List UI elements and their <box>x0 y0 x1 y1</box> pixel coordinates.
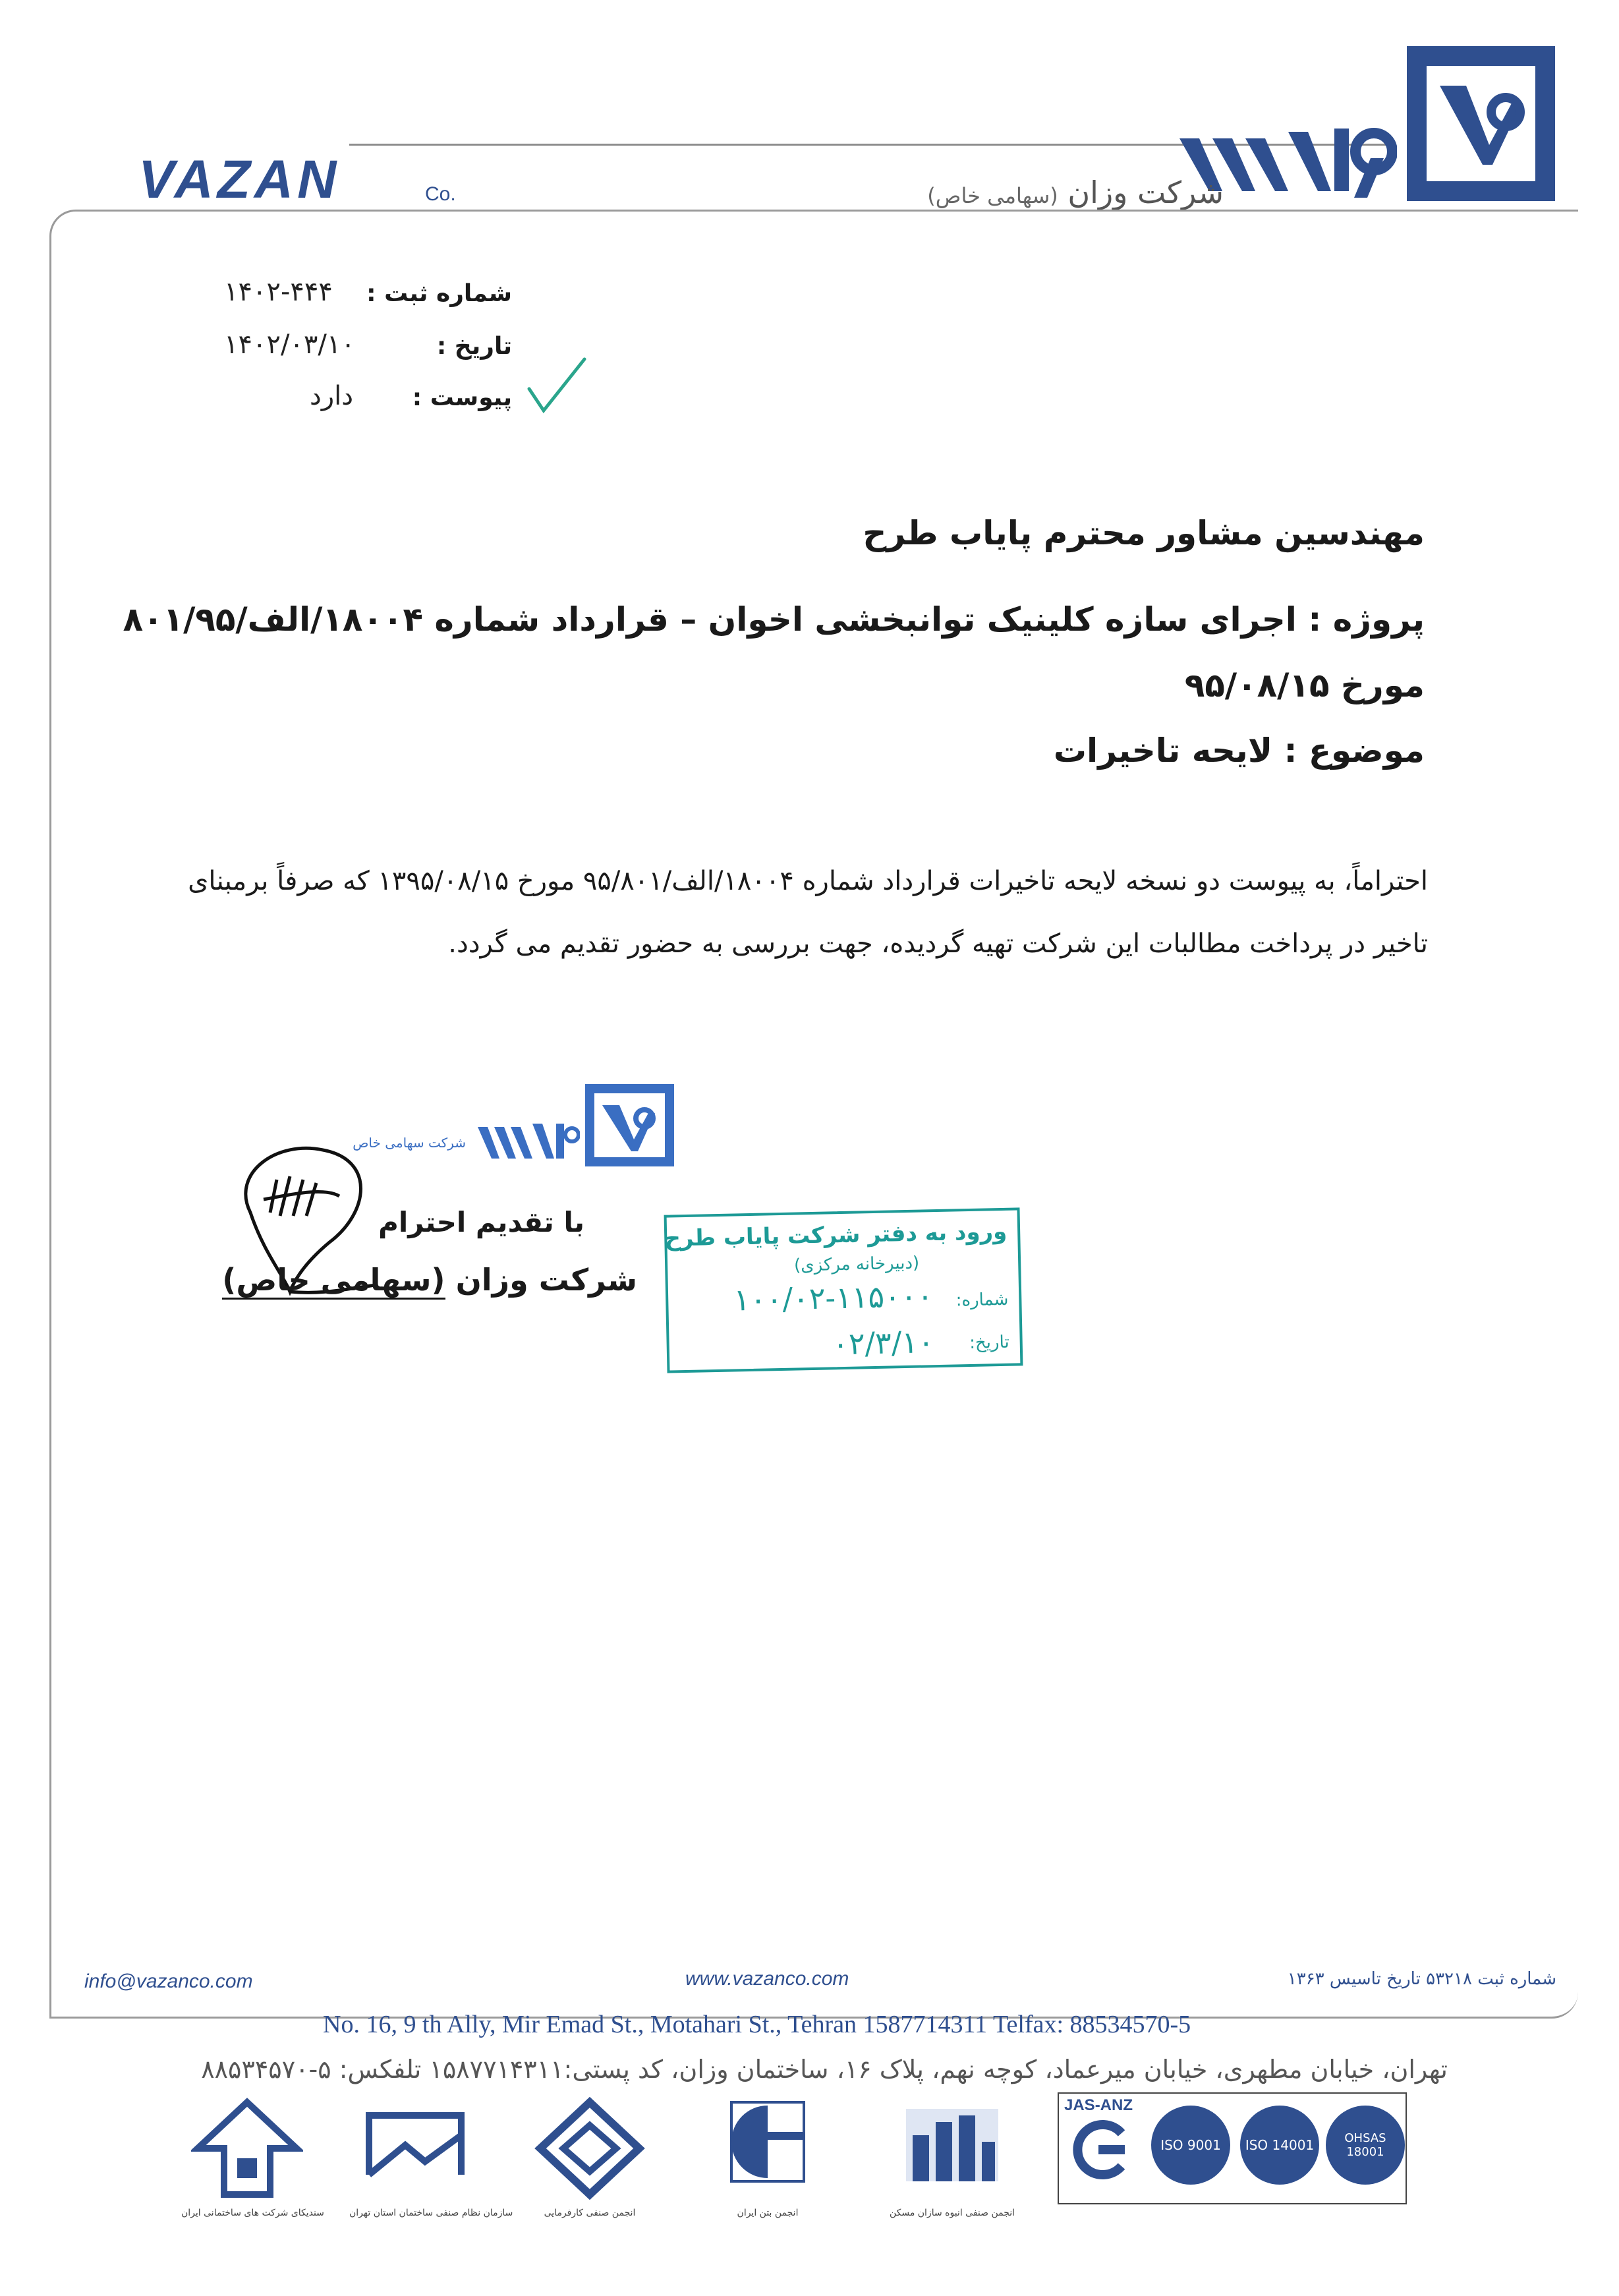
stamp-subtitle: (دبیرخانه مرکزی) <box>793 1253 920 1276</box>
footer-address-fa: تهران، خیابان مطهری، خیابان میرعماد، کوچه نهم، پلاک ۱۶، ساختمان وزان، کد پستی:۱۵۸۷۷۱۴۳۱۱ تلفکس: ۵-۸۸۵۳۴۵۷۰ <box>201 2055 1448 2084</box>
iso-9001-badge: ISO 9001 <box>1151 2106 1230 2185</box>
addressee: مهندسین مشاور محترم پایاب طرح <box>863 514 1425 552</box>
checkmark-icon <box>524 353 590 418</box>
stamp-date-value: ۰۲/۳/۱۰ <box>832 1324 935 1362</box>
assoc-caption-3: انجمن صنفی کارفرمایی <box>544 2208 636 2218</box>
footer-address-en: No. 16, 9 th Ally, Mir Emad St., Motahari St., Tehran 1587714311 Telfax: 88534570-5 <box>323 2011 1191 2038</box>
footer-email[interactable]: info@vazanco.com <box>84 1970 253 1992</box>
seal-logo-icon <box>585 1084 674 1166</box>
attachment-label: پیوست : <box>412 384 512 411</box>
company-name-fa <box>927 175 1224 210</box>
jas-anz-label: JAS-ANZ <box>1064 2096 1133 2114</box>
assoc-caption-4: انجمن بتن ایران <box>737 2208 799 2218</box>
date-label: تاریخ : <box>436 333 512 360</box>
signer-block <box>222 1262 637 1298</box>
assoc-caption-1: سندیکای شرکت های ساختمانی ایران <box>181 2208 324 2218</box>
subject-line: موضوع : لایحه تاخیرات <box>1053 732 1425 770</box>
vazan-logo-inner <box>1427 66 1535 181</box>
certification-strip <box>1058 2092 1407 2204</box>
housing-builders-logo-icon <box>896 2096 1008 2201</box>
construction-syndicate-logo-icon <box>191 2096 303 2201</box>
vazan-mark-icon <box>1427 66 1535 181</box>
ohsas-18001-badge: OHSAS 18001 <box>1326 2106 1405 2185</box>
reg-number-label: شماره ثبت : <box>366 280 512 307</box>
letter-body: احتراماً، به پیوست دو نسخه لایحه تاخیرات قرارداد شماره ۱۸۰۰۴/الف/۹۵/۸۰۱ مورخ ۱۳۹۵/۰۸/۱۵ که صرفاً برمبنای تاخیر در پرداخت مطالبات این شرکت تهیه گردیده، جهت بررسی به حضور تقدیم می گردد. <box>188 866 1428 959</box>
receipt-stamp <box>664 1207 1023 1373</box>
footer-website[interactable]: www.vazanco.com <box>685 1968 849 1990</box>
jas-anz-logo-icon <box>1069 2120 1128 2179</box>
stamp-number-value: ۱۰۰/۰۲-۱۱۵۰۰۰ <box>733 1278 934 1318</box>
seal-brand-icon <box>474 1120 580 1163</box>
employers-assoc-logo-icon <box>534 2096 646 2201</box>
stamp-number-label: شماره: <box>955 1289 1009 1311</box>
seal-caption: شرکت سهامی خاص <box>353 1135 466 1151</box>
stamp-date-label: تاریخ: <box>969 1332 1010 1354</box>
iso-14001-badge: ISO 14001 <box>1240 2106 1319 2185</box>
closing-phrase: با تقدیم احترام <box>378 1206 584 1238</box>
construction-org-logo-icon <box>359 2096 471 2201</box>
project-line: پروژه : اجرای سازه کلینیک توانبخشی اخوان – قرارداد شماره ۱۸۰۰۴/الف/۸۰۱/۹۵ مورخ ۹۵/۰۸/۱۵ <box>123 600 1425 704</box>
date-value: ۱۴۰۲/۰۳/۱۰ <box>224 330 355 360</box>
brand-en-logotype <box>138 152 415 211</box>
iran-concrete-assoc-logo-icon <box>712 2096 824 2201</box>
brand-en-text: VAZAN <box>138 152 341 210</box>
company-type: (سهامی خاص) <box>927 183 1058 208</box>
stamp-title: ورود به دفتر شرکت پایاب طرح <box>664 1218 1008 1252</box>
letter-frame <box>49 210 1578 2019</box>
signer-name: شرکت وزان <box>455 1262 637 1298</box>
attachment-value: دارد <box>310 381 354 411</box>
company-name: شرکت وزان <box>1067 175 1224 210</box>
reg-number-value: ۱۴۰۲-۴۴۴ <box>224 277 333 307</box>
signer-type: (سهامی خاص) <box>222 1262 445 1300</box>
assoc-caption-5: انجمن صنفی انبوه سازان مسکن <box>889 2208 1015 2218</box>
footer-reg-info: شماره ثبت ۵۳۲۱۸ تاریخ تاسیس ۱۳۶۳ <box>1287 1969 1556 1989</box>
brand-en-suffix: Co. <box>425 183 456 205</box>
assoc-caption-2: سازمان نظام صنفی ساختمان استان تهران <box>349 2208 513 2218</box>
